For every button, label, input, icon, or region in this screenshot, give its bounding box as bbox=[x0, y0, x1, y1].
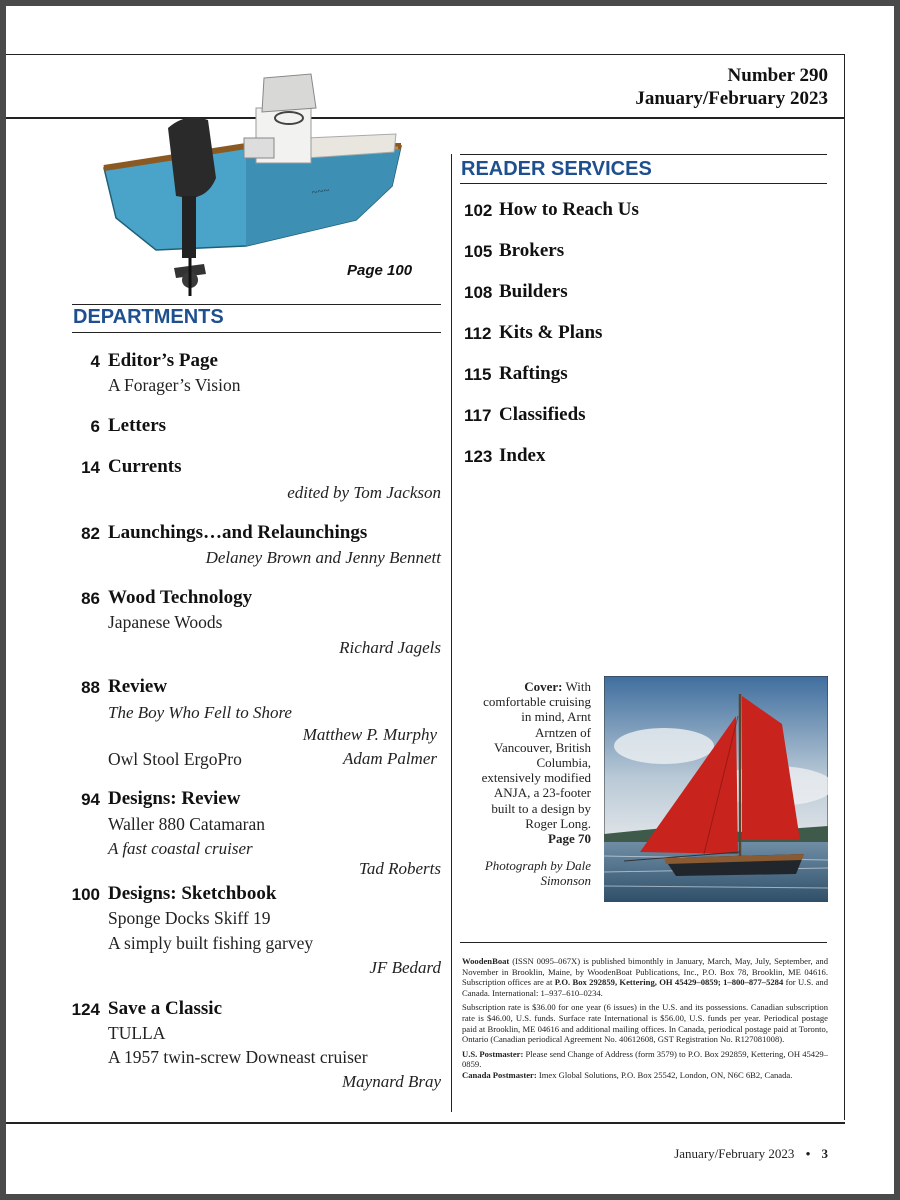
footer-page-number: 3 bbox=[821, 1146, 828, 1161]
publication-info bbox=[462, 956, 828, 1085]
top-rule bbox=[6, 54, 844, 55]
departments-heading: DEPARTMENTS bbox=[73, 306, 224, 328]
dept-page-number: 100 bbox=[71, 885, 100, 904]
dept-title: Designs: Review bbox=[108, 788, 241, 809]
dept-subtitle: Waller 880 Catamaran bbox=[108, 814, 265, 834]
service-title: Brokers bbox=[499, 240, 565, 261]
magazine-page bbox=[6, 6, 894, 1194]
dept-subtitle: TULLA bbox=[108, 1023, 166, 1043]
dept-author: Richard Jagels bbox=[339, 638, 441, 657]
dept-title: Launchings…and Relaunchings bbox=[108, 522, 368, 543]
service-title: How to Reach Us bbox=[499, 199, 639, 220]
service-page-number: 123 bbox=[464, 447, 493, 466]
bottom-rule bbox=[6, 1122, 845, 1124]
pubinfo-text: (ISSN 0095–067X) is published bimonthly in January, March, May, July, September, and November in Brooklin, Maine, by WoodenBoat Publications, Inc., P.O. Box 78, Brooklin, ME 04616. Subscription offices are at bbox=[462, 956, 828, 988]
service-page-number: 117 bbox=[464, 406, 492, 425]
cover-photo bbox=[604, 676, 828, 902]
dept-author: edited by Tom Jackson bbox=[287, 483, 441, 502]
dept-page-number: 82 bbox=[81, 524, 100, 543]
pubinfo-paragraph: Subscription rate is $36.00 for one year (6 issues) in the U.S. and its possessions. Canadian subscription rate is $46.00, U.S. funds. Surface rate International is $56.00, U.S. funds per year. Periodical postage paid at Brooklin, ME 04616 and additional mailing offices. In Canada, periodical postage paid at Toronto, Ontario (Canadian periodical Agreement No. 40612608, GST Registration No. R127081008). bbox=[462, 1002, 828, 1045]
dept-subtitle: A 1957 twin-screw Downeast cruiser bbox=[108, 1047, 368, 1067]
dept-title: Editor’s Page bbox=[108, 350, 218, 371]
service-title: Classifieds bbox=[499, 404, 586, 425]
review-book-title: The Boy Who Fell to Shore bbox=[108, 703, 292, 722]
review-product-title: Owl Stool ErgoPro bbox=[108, 749, 242, 769]
service-page-number: 112 bbox=[464, 324, 492, 343]
cover-caption bbox=[481, 679, 591, 889]
dept-title: Letters bbox=[108, 415, 167, 436]
issue-number: Number 290 bbox=[727, 65, 828, 86]
dept-author: Maynard Bray bbox=[342, 1072, 441, 1091]
dept-subtitle: Japanese Woods bbox=[108, 612, 223, 632]
pubinfo-paragraph bbox=[462, 1049, 828, 1070]
review-book-author: Matthew P. Murphy bbox=[302, 725, 437, 744]
service-page-number: 115 bbox=[464, 365, 492, 384]
pubinfo-brand: WoodenBoat bbox=[462, 956, 510, 966]
service-title: Raftings bbox=[499, 363, 568, 384]
pubinfo-address: P.O. Box 292859, Kettering, OH 45429–0859; 1–800–877–5284 bbox=[554, 977, 784, 988]
dept-page-number: 124 bbox=[71, 1000, 100, 1019]
service-title: Index bbox=[499, 445, 546, 466]
reader-services-rule-bottom bbox=[460, 183, 827, 184]
pubinfo-rule bbox=[460, 942, 827, 943]
pubinfo-text: Please send Change of Address (form 3579) to P.O. Box 292859, Kettering, OH 45429–0859. bbox=[462, 1048, 828, 1070]
dept-page-number: 4 bbox=[90, 352, 100, 371]
service-page-number: 108 bbox=[464, 283, 493, 302]
service-title: Kits & Plans bbox=[499, 322, 603, 343]
dept-page-number: 14 bbox=[81, 458, 100, 477]
dept-page-number: 86 bbox=[81, 589, 100, 608]
column-divider bbox=[451, 154, 452, 1112]
issue-date: January/February 2023 bbox=[635, 88, 828, 109]
dept-author: Delaney Brown and Jenny Bennett bbox=[205, 548, 441, 567]
dept-title: Wood Technology bbox=[108, 587, 253, 608]
dept-title: Currents bbox=[108, 456, 182, 477]
footer-issue: January/February 2023 bbox=[674, 1146, 795, 1161]
pubinfo-paragraph bbox=[462, 956, 828, 998]
dept-page-number: 94 bbox=[81, 790, 100, 809]
dept-italic-subtitle: A fast coastal cruiser bbox=[108, 839, 253, 858]
service-title: Builders bbox=[499, 281, 568, 302]
cover-page: Page 70 bbox=[548, 831, 591, 847]
pubinfo-text: Imex Global Solutions, P.O. Box 25542, London, ON, N6C 6B2, Canada. bbox=[536, 1069, 793, 1080]
reader-services-rule-top bbox=[460, 154, 827, 155]
cover-label: Cover: bbox=[524, 679, 563, 694]
dept-page-number: 88 bbox=[81, 678, 100, 697]
dept-subtitle: Sponge Docks Skiff 19 bbox=[108, 908, 271, 928]
reader-services-heading: READER SERVICES bbox=[461, 158, 652, 180]
dept-title: Save a Classic bbox=[108, 998, 222, 1019]
cover-text: With comfortable cruising in mind, Arnt Arntzen of Vancouver, British Columbia, extensively modified ANJA, a 23-footer built to a design by Roger Long. bbox=[481, 679, 591, 831]
service-page-number: 105 bbox=[464, 242, 493, 261]
dept-author: JF Bedard bbox=[369, 958, 441, 977]
hull-lettering: ~~~ bbox=[310, 184, 331, 199]
pubinfo-paragraph bbox=[462, 1070, 828, 1081]
pubinfo-text: for U.S. and Canada. International: 1–937–610–0234. bbox=[462, 977, 828, 998]
page-footer bbox=[674, 1146, 828, 1162]
service-page-number: 102 bbox=[464, 201, 493, 220]
boat-page-caption: Page 100 bbox=[347, 262, 413, 279]
footer-bullet: • bbox=[805, 1146, 811, 1161]
dept-title: Designs: Sketchbook bbox=[108, 883, 277, 904]
review-product-author: Adam Palmer bbox=[343, 749, 437, 768]
dept-subtitle: A simply built fishing garvey bbox=[108, 933, 314, 953]
departments-rule-bottom bbox=[72, 332, 441, 333]
right-rule bbox=[844, 54, 845, 1120]
departments-rule-top bbox=[72, 304, 441, 305]
dept-author: Tad Roberts bbox=[358, 859, 441, 878]
dept-page-number: 6 bbox=[90, 417, 100, 436]
issue-header bbox=[635, 64, 828, 110]
dept-title: Review bbox=[108, 676, 168, 697]
pubinfo-label: Canada Postmaster: bbox=[462, 1069, 537, 1080]
pubinfo-label: U.S. Postmaster: bbox=[462, 1048, 524, 1059]
photo-credit: Photograph by Dale Simonson bbox=[484, 858, 591, 889]
dept-subtitle: A Forager’s Vision bbox=[108, 375, 241, 395]
